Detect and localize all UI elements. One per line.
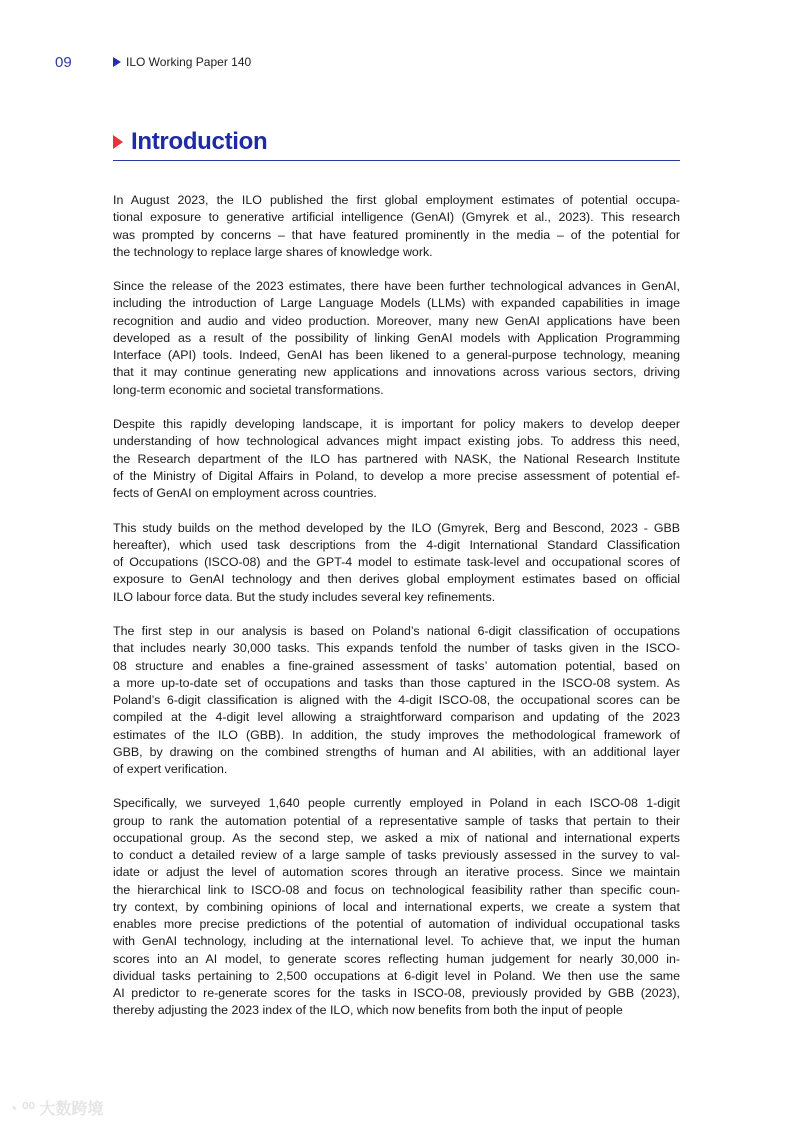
running-title: ILO Working Paper 140: [126, 55, 252, 69]
paragraph: [113, 192, 680, 261]
text-line: The first step in our analysis is based on Poland’s national 6-digit classification of occupations: [113, 624, 680, 638]
text-line: to conduct a detailed review of a large sample of tasks previously assessed in the survey to val-: [113, 848, 680, 863]
text-line: understanding of how technological advances might impact existing jobs. To address this need,: [113, 434, 680, 449]
text-line: idate or adjust the level of automation scores through an iterative process. Since we maintain: [113, 865, 680, 880]
text-line: fects of GenAI on employment across countries.: [113, 486, 377, 501]
text-line: This study builds on the method developed by the ILO (Gmyrek, Berg and Bescond, 2023 - GBB: [113, 520, 680, 535]
body-text: [113, 192, 680, 1037]
heading-divider: [113, 160, 680, 161]
triangle-bullet-icon: [113, 135, 123, 149]
text-line: of Occupations (ISCO-08) and the GPT-4 model to estimate task-level and occupational scores of: [113, 555, 680, 570]
section-heading: [113, 128, 267, 156]
text-line: that includes nearly 30,000 tasks. This expands tenfold the number of tasks given in the ISCO-: [113, 641, 680, 656]
page-number: 09: [55, 54, 72, 71]
text-line: tional exposure to generative artificial intelligence (GenAI) (Gmyrek et al., 2023). This research: [113, 210, 680, 225]
running-header: [113, 55, 251, 69]
text-line: AI predictor to re-generate scores for the tasks in ISCO-08, previously provided by GBB (2023),: [113, 986, 680, 1001]
text-line: Specifically, we surveyed 1,640 people currently employed in Poland in each ISCO-08 1-digit: [113, 796, 680, 811]
text-line: In August 2023, the ILO published the first global employment estimates of potential occupa-: [113, 193, 680, 207]
text-line: Despite this rapidly developing landscape, it is important for policy makers to develop deeper: [113, 417, 680, 432]
text-line: estimates of the ILO (GBB). In addition, the study improves the methodological framework of: [113, 727, 680, 742]
text-line: the technology to replace large shares of knowledge work.: [113, 244, 433, 259]
text-line: with GenAI technology, including at the international level. To achieve that, we input the human: [113, 934, 680, 949]
text-line: try context, by combining opinions of local and international experts, we create a system that: [113, 899, 680, 914]
triangle-bullet-icon: [113, 57, 121, 67]
text-line: Poland’s 6-digit classification is aligned with the 4-digit ISCO-08, the occupational scores can be: [113, 693, 680, 707]
text-line: that it may continue generating new applications and innovations across various sectors, driving: [113, 365, 680, 380]
text-line: Since the release of the 2023 estimates, there have been further technological advances in GenAI,: [113, 279, 680, 294]
text-line: exposure to GenAI technology and then derives global employment estimates based on official: [113, 572, 680, 587]
text-line: compiled at the 4-digit level allowing a straightforward comparison and updating of the 2023: [113, 710, 680, 725]
watermark: ◔ ⁰⁰ 大数跨境: [8, 1101, 104, 1118]
text-line: of expert verification.: [113, 762, 228, 776]
text-line: Interface (API) tools. Indeed, GenAI has been likened to a general-purpose technology, meaning: [113, 348, 680, 363]
paragraph: [113, 416, 680, 502]
text-line: was prompted by concerns – that have featured prominently in the media – of the potential for: [113, 227, 680, 242]
text-line: long-term economic and societal transformations.: [113, 382, 384, 397]
paragraph: [113, 278, 680, 399]
paragraph: [113, 520, 680, 606]
text-line: recognition and audio and video production. Moreover, many new GenAI applications have been: [113, 313, 680, 328]
text-line: dividual tasks pertaining to 2,500 occupations at 6-digit level in Poland. We then use the same: [113, 968, 680, 983]
paragraph: [113, 795, 680, 1019]
text-line: occupational group. As the second step, we asked a mix of national and international experts: [113, 830, 680, 845]
text-line: including the introduction of Large Language Models (LLMs) with expanded capabilities in image: [113, 296, 680, 311]
text-line: thereby adjusting the 2023 index of the ILO, which now benefits from both the input of people: [113, 1003, 623, 1018]
text-line: 08 structure and enables a fine-grained assessment of tasks’ automation potential, based on: [113, 658, 680, 673]
text-line: the Research department of the ILO has partnered with NASK, the National Research Institute: [113, 451, 680, 466]
text-line: a more up-to-date set of occupations and tasks than those captured in the ISCO-08 system. As: [113, 675, 680, 690]
text-line: the hierarchical link to ISCO-08 and focus on technological feasibility rather than specific coun-: [113, 882, 680, 897]
text-line: group to rank the automation potential of a representative sample of tasks that pertain to their: [113, 813, 680, 828]
text-line: ILO labour force data. But the study includes several key refinements.: [113, 589, 496, 604]
text-line: scores into an AI model, to generate scores reflecting human judgement for nearly 30,000 in-: [113, 951, 680, 966]
paragraph: [113, 623, 680, 778]
text-line: GBB, by drawing on the combined strengths of human and AI abilities, with an additional layer: [113, 744, 680, 759]
text-line: developed as a result of the possibility of linking GenAI models with Application Programming: [113, 330, 680, 345]
section-title: Introduction: [131, 128, 268, 155]
text-line: of the Ministry of Digital Affairs in Poland, to develop a more precise assessment of potential ef-: [113, 468, 680, 483]
text-line: enables more precise predictions of the potential of automation of individual occupational tasks: [113, 917, 680, 932]
text-line: hereafter), which used task descriptions from the 4-digit International Standard Classification: [113, 537, 680, 552]
